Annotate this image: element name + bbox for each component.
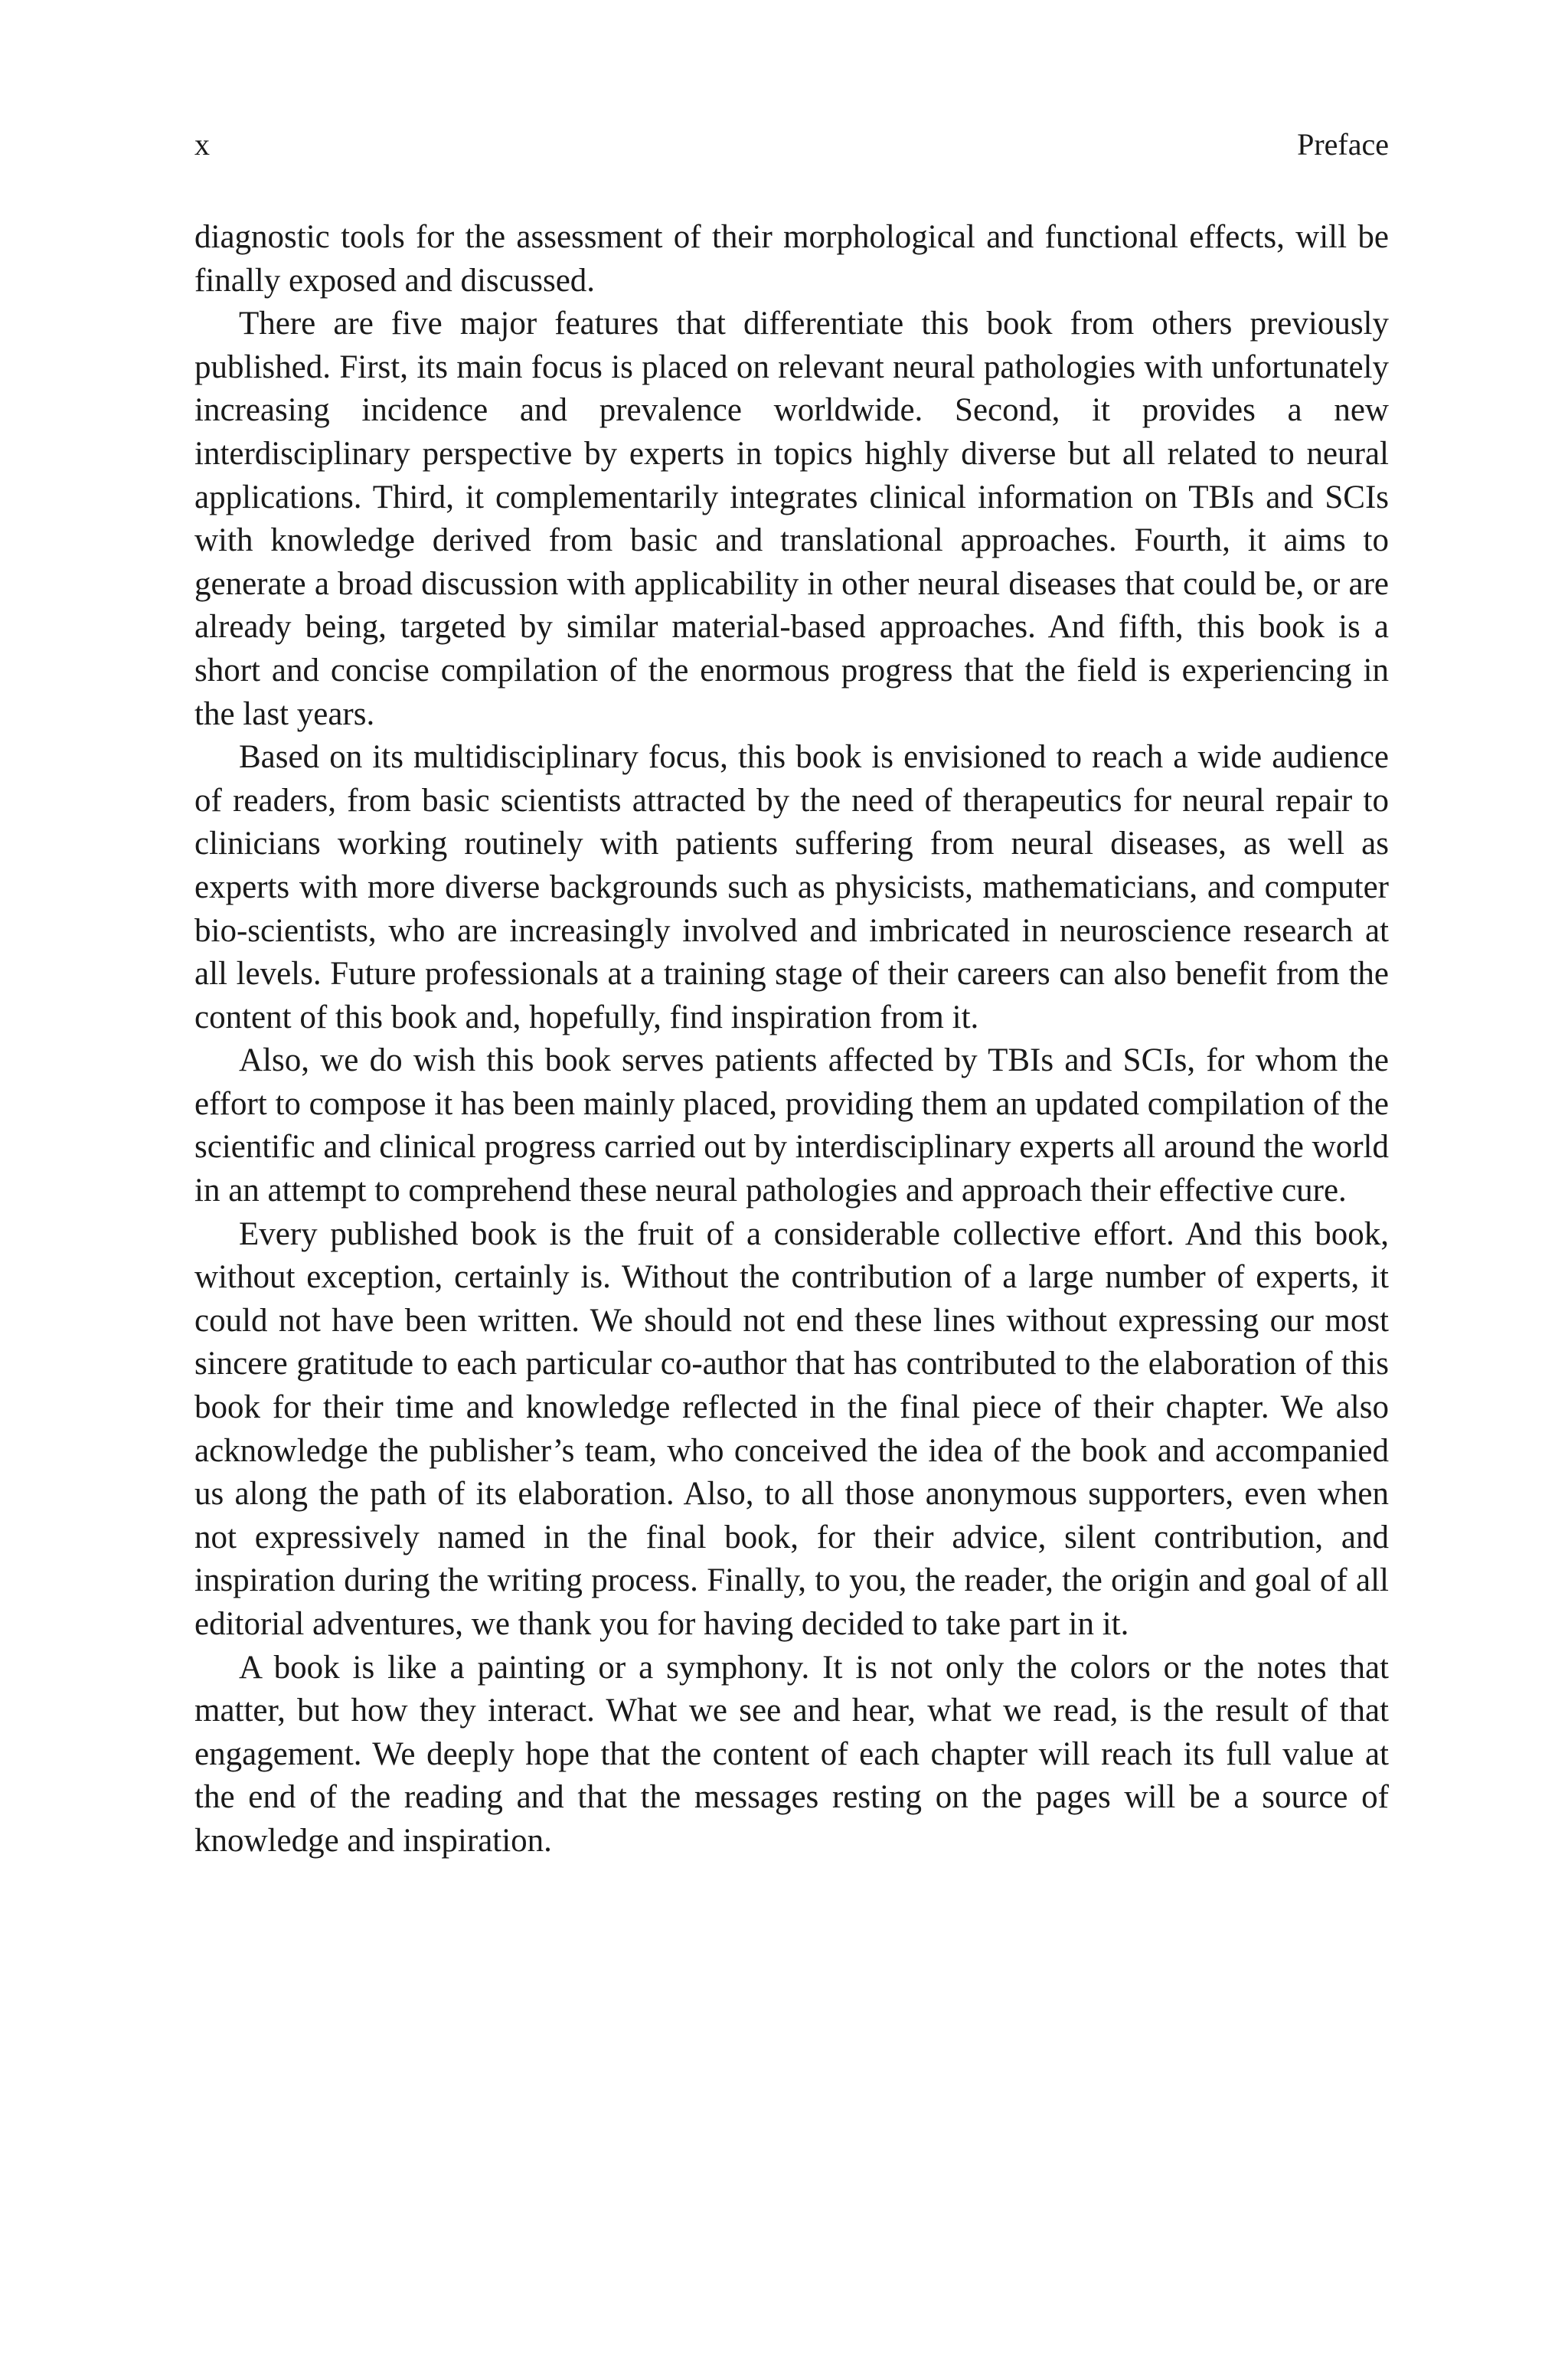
paragraph: Based on its multidisciplinary focus, this book is envisioned to reach a wide audience of readers, from basic scientists attracted by the need of therapeutics for neural repair to clinicians working routinely with patients suffering from neural diseases, as well as experts with more diverse backgrounds such as physicists, mathematicians, and computer bio-scientists, who are increasingly involved and imbricated in neuroscience research at all levels. Future professionals at a training stage of their careers can also benefit from the content of this book and, hopefully, find inspiration from it. — [194, 739, 1389, 1035]
running-title: Preface — [1297, 127, 1389, 162]
paragraph: Every published book is the fruit of a considerable collective effort. And this book, without exception, certainly is. Without the contribution of a large number of experts, it could not have been written. We should not end these lines without expressing our most sincere gratitude to each particular co-author that has contributed to the elaboration of this book for their time and knowledge reflected in the final piece of their chapter. We also acknowledge the publisher’s team, who conceived the idea of the book and accompanied us along the path of its elaboration. Also, to all those anonymous supporters, even when not expressively named in the final book, for their advice, silent contribution, and inspiration during the writing process. Finally, to you, the reader, the origin and goal of all editorial adventures, we thank you for having decided to take part in it. — [194, 1215, 1389, 1642]
body-text — [194, 216, 1389, 1863]
paragraph: There are five major features that differentiate this book from others previously published. First, its main focus is placed on relevant neural pathologies with unfortunately increasing incidence and prevalence worldwide. Second, it provides a new interdisciplinary perspective by experts in topics highly diverse but all related to neural applications. Third, it complementarily integrates clinical information on TBIs and SCIs with knowledge derived from basic and translational approaches. Fourth, it aims to generate a broad discussion with applicability in other neural diseases that could be, or are already being, targeted by similar material-based approaches. And fifth, this book is a short and concise compilation of the enormous progress that the field is experiencing in the last years. — [194, 306, 1389, 732]
paragraph: Also, we do wish this book serves patients affected by TBIs and SCIs, for whom the effort to compose it has been mainly placed, providing them an updated compilation of the scientific and clinical progress carried out by interdisciplinary experts all around the world in an attempt to comprehend these neural pathologies and approach their effective cure. — [194, 1042, 1389, 1209]
running-head — [194, 126, 1389, 164]
paragraph: A book is like a painting or a symphony. It is not only the colors or the notes that matter, but how they interact. What we see and hear, what we read, is the result of that engagement. We deeply hope that the content of each chapter will reach its full value at the end of the reading and that the messages resting on the pages will be a source of knowledge and inspiration. — [194, 1649, 1389, 1859]
page-number: x — [194, 127, 210, 162]
paragraph: diagnostic tools for the assessment of their morphological and functional effects, will be finally exposed and discussed. — [194, 219, 1389, 299]
